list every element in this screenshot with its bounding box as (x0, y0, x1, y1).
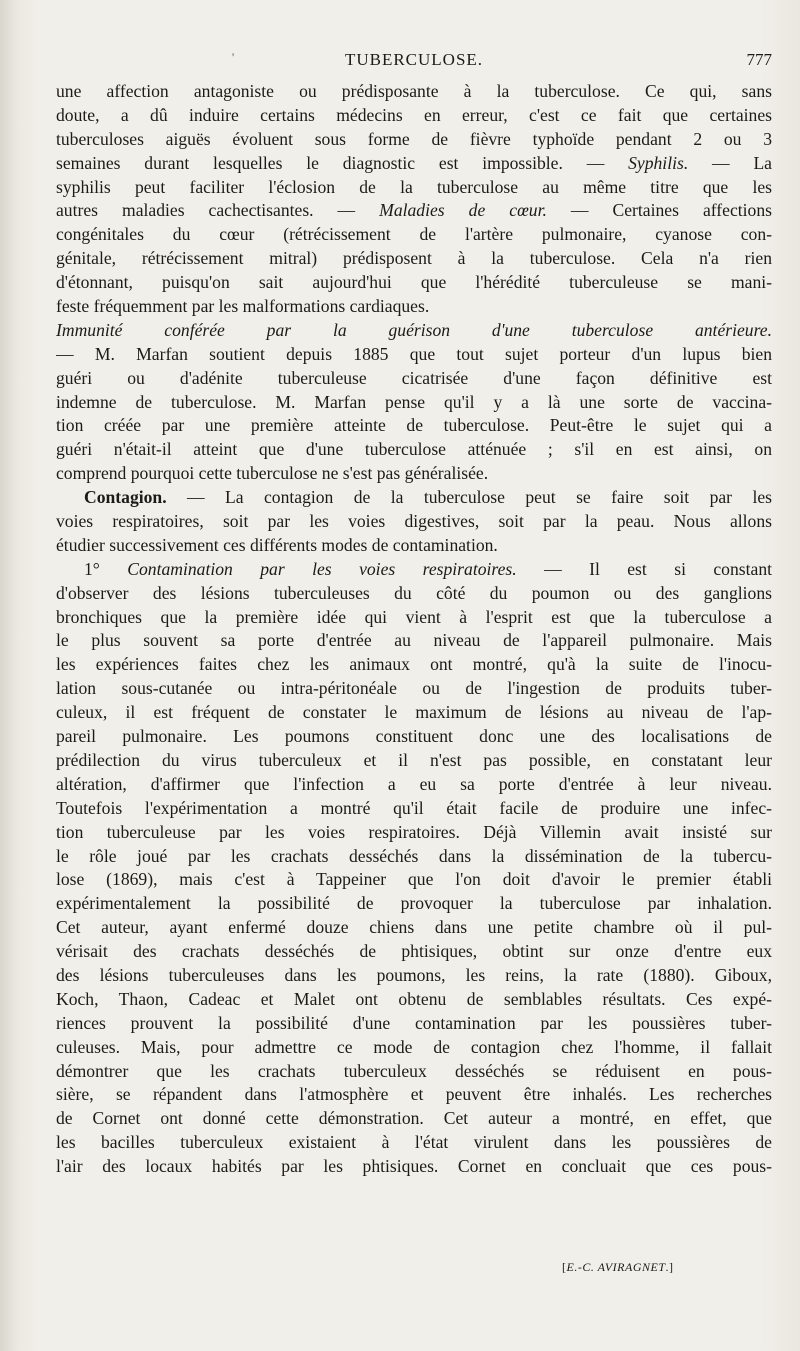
text-run: 1° (84, 558, 128, 579)
text-line (56, 868, 772, 892)
text-line (56, 582, 772, 606)
text-run: génitale, rétrécissement mitral) prédisposent à la tuberculose. Cela n'a rien (56, 248, 772, 269)
text-run: pareil pulmonaire. Les poumons constituent donc une des localisations de (56, 726, 772, 747)
text-line (56, 104, 772, 128)
text-line (56, 128, 772, 152)
text-run: — Certaines affections (546, 200, 772, 221)
text-run: des lésions tuberculeuses dans les poumons, les reins, la rate (1880). Giboux, (56, 964, 772, 985)
text-run: démontrer que les crachats tuberculeux desséchés se réduisent en pous- (56, 1060, 772, 1081)
text-line (56, 486, 772, 510)
text-line (56, 940, 772, 964)
text-line (56, 343, 772, 367)
text-line (56, 701, 772, 725)
text-run: — La (688, 152, 772, 173)
text-line (56, 797, 772, 821)
header-mark: ' (232, 50, 235, 64)
text-run: guéri ou d'adénite tuberculeuse cicatrisée d'une façon définitive est (56, 367, 772, 388)
text-run: tion créée par une première atteinte de tuberculose. Peut-être le sujet qui a (56, 415, 772, 436)
text-line (56, 606, 772, 630)
text-line (56, 1131, 772, 1155)
text-run: sière, se répandent dans l'atmosphère et peuvent être inhalés. Les recherches (56, 1084, 772, 1105)
text-line (56, 749, 772, 773)
text-line (56, 773, 772, 797)
text-line (56, 964, 772, 988)
text-run: tion tuberculeuse par les voies respiratoires. Déjà Villemin avait insisté sur (56, 821, 772, 842)
text-line (56, 391, 772, 415)
text-run: les expériences faites chez les animaux ont montré, qu'à la suite de l'inocu- (56, 654, 772, 675)
text-run: — Il est si constant (516, 558, 772, 579)
text-run: expérimentalement la possibilité de provoquer la tuberculose par inhalation. (56, 893, 772, 914)
text-line (56, 1155, 772, 1179)
italic-run: Maladies de cœur. (379, 200, 547, 221)
text-run: Koch, Thaon, Cadeac et Malet ont obtenu de semblables résultats. Ces expé- (56, 988, 772, 1009)
text-run: Toutefois l'expérimentation a montré qu'il était facile de produire une infec- (56, 797, 772, 818)
text-run: congénitales du cœur (rétrécissement de l'artère pulmonaire, cyanose con- (56, 224, 772, 245)
text-line (56, 319, 772, 343)
text-line (56, 80, 772, 104)
text-run: guéri n'était-il atteint que d'une tuberculose atténuée ; s'il en est ainsi, on (56, 439, 772, 460)
text-run: culeuses. Mais, pour admettre ce mode de contagion chez l'homme, il fallait (56, 1036, 772, 1057)
page-header (56, 46, 772, 76)
text-run: lose (1869), mais c'est à Tappeiner que l'on doit d'avoir le premier établi (56, 869, 772, 890)
text-run: culeux, il est fréquent de constater le maximum de lésions au niveau de l'ap- (56, 702, 772, 723)
text-line (56, 629, 772, 653)
page-number: 777 (746, 50, 772, 69)
italic-run: Syphilis. (628, 152, 689, 173)
text-run: semaines durant lesquelles le diagnostic est impossible. — (56, 152, 629, 173)
text-run: bronchiques que la première idée qui vient à l'esprit est que la tuberculose a (56, 606, 772, 627)
text-line (56, 988, 772, 1012)
author-signature (562, 1260, 674, 1275)
text-line (56, 558, 772, 582)
text-run: voies respiratoires, soit par les voies digestives, soit par la peau. Nous allons (56, 511, 772, 532)
text-line (56, 892, 772, 916)
signature-author: E.-C. AVIRAGNET (566, 1260, 666, 1274)
text-line (56, 534, 772, 558)
text-run: indemne de tuberculose. M. Marfan pense qu'il y a là une sorte de vaccina- (56, 391, 772, 412)
text-line (56, 367, 772, 391)
text-run: d'étonnant, puisqu'on sait aujourd'hui que l'hérédité tuberculeuse se mani- (56, 272, 772, 293)
text-run: feste fréquemment par les malformations cardiaques. (56, 296, 430, 317)
text-line (56, 199, 772, 223)
text-run: autres maladies cachectisantes. — (56, 200, 380, 221)
text-run: l'air des locaux habités par les phtisiques. Cornet en concluait que ces pous- (56, 1156, 772, 1177)
text-line (56, 1012, 772, 1036)
text-line (56, 821, 772, 845)
text-line (56, 725, 772, 749)
text-line (56, 271, 772, 295)
text-line (56, 152, 772, 176)
text-run: prédilection du virus tuberculeux et il n'est pas possible, en constatant leur (56, 749, 772, 770)
text-run: riences prouvent la possibilité d'une contamination par les poussières tuber- (56, 1012, 772, 1033)
text-line (56, 845, 772, 869)
text-run: — M. Marfan soutient depuis 1885 que tout sujet porteur d'un lupus bien (56, 343, 772, 364)
text-line (56, 223, 772, 247)
text-line (56, 1060, 772, 1084)
text-line (56, 414, 772, 438)
text-line (56, 1036, 772, 1060)
body-text (56, 80, 772, 1179)
text-run: — La contagion de la tuberculose peut se faire soit par les (166, 487, 772, 508)
text-line (56, 1107, 772, 1131)
text-run: altération, d'affirmer que l'infection a eu sa porte d'entrée à leur niveau. (56, 773, 772, 794)
text-run: tuberculoses aiguës évoluent sous forme de fièvre typhoïde pendant 2 ou 3 (56, 128, 772, 149)
signature-open: [ (562, 1260, 567, 1274)
text-run: le rôle joué par les crachats desséchés dans la dissémination de la tubercu- (56, 845, 772, 866)
section-heading: Contagion. (84, 487, 167, 508)
text-run: le plus souvent sa porte d'entrée au niveau de l'appareil pulmonaire. Mais (56, 630, 772, 651)
text-line (56, 916, 772, 940)
text-line (56, 510, 772, 534)
italic-run: Contamination par les voies respiratoires. (127, 558, 517, 579)
text-run: doute, a dû induire certains médecins en erreur, c'est ce fait que certaines (56, 104, 772, 125)
text-run: comprend pourquoi cette tuberculose ne s'est pas généralisée. (56, 463, 489, 484)
text-run: syphilis peut faciliter l'éclosion de la tuberculose au même titre que les (56, 176, 772, 197)
text-line (56, 462, 772, 486)
text-line (56, 176, 772, 200)
text-run: lation sous-cutanée ou intra-péritonéale ou de l'ingestion de produits tuber- (56, 678, 772, 699)
text-line (56, 295, 772, 319)
running-title: TUBERCULOSE. (344, 50, 484, 69)
text-run: d'observer des lésions tuberculeuses du côté du poumon ou des ganglions (56, 582, 772, 603)
text-run: Cet auteur, ayant enfermé douze chiens dans une petite chambre où il pul- (56, 917, 772, 938)
text-run: de Cornet ont donné cette démonstration. Cet auteur a montré, en effet, que (56, 1108, 772, 1129)
text-line (56, 653, 772, 677)
text-run: étudier successivement ces différents modes de contamination. (56, 534, 498, 555)
text-run: vérisait des crachats desséchés de phtisiques, obtint sur onze d'entre eux (56, 941, 772, 962)
text-line (56, 247, 772, 271)
text-line (56, 438, 772, 462)
text-run: les bacilles tuberculeux existaient à l'état virulent dans les poussières de (56, 1132, 772, 1153)
text-run: une affection antagoniste ou prédisposante à la tuberculose. Ce qui, sans (56, 81, 772, 101)
text-line (56, 1083, 772, 1107)
italic-run: Immunité conférée par la guérison d'une tuberculose antérieure. (56, 319, 772, 340)
signature-close: .] (665, 1260, 674, 1274)
text-line (56, 677, 772, 701)
